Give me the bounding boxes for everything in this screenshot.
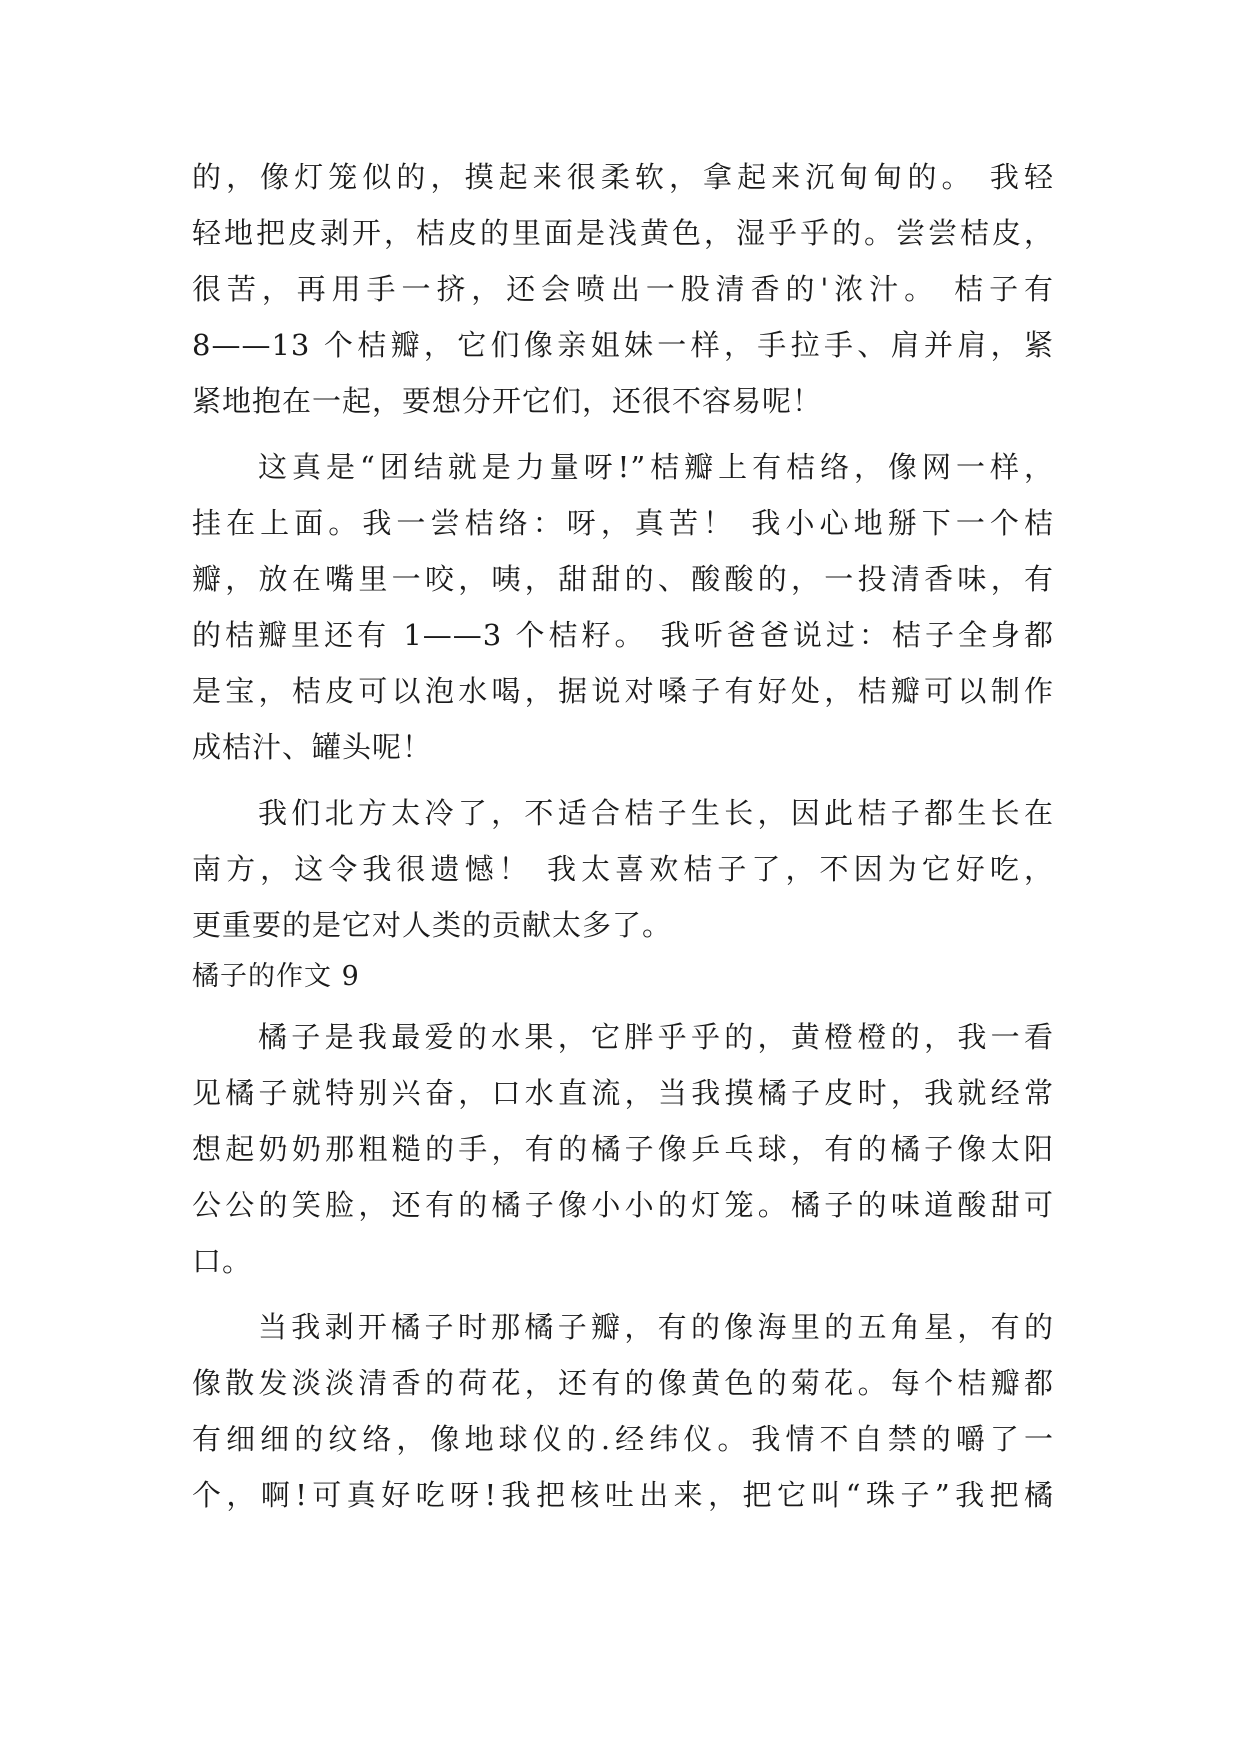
paragraph-line: 很苦，再用手一挤，还会喷出一股清香的'浓汁。 桔子有 [192,272,1054,306]
paragraph-line: 成桔汁、罐头呢！ [192,730,433,764]
paragraph-line: 我们北方太冷了，不适合桔子生长，因此桔子都生长在 [258,796,1054,830]
paragraph-line: 更重要的是它对人类的贡献太多了。 [192,908,673,942]
paragraph-line: 瓣，放在嘴里一咬，咦，甜甜的、酸酸的，一投清香味，有 [192,562,1054,596]
paragraph-line: 8——13 个桔瓣，它们像亲姐妹一样，手拉手、肩并肩，紧 [192,328,1054,362]
paragraph-line: 口。 [192,1244,253,1278]
paragraph-line: 南方，这令我很遗憾！ 我太喜欢桔子了，不因为它好吃， [192,852,1054,886]
paragraph-line: 挂在上面。我一尝桔络：呀，真苦！ 我小心地掰下一个桔 [192,506,1054,540]
paragraph-line: 有细细的纹络，像地球仪的.经纬仪。我情不自禁的嚼了一 [192,1422,1054,1456]
paragraph-line: 的桔瓣里还有 1——3 个桔籽。 我听爸爸说过：桔子全身都 [192,618,1054,652]
paragraph-line: 紧地抱在一起，要想分开它们，还很不容易呢！ [192,384,823,418]
paragraph-line: 的，像灯笼似的，摸起来很柔软，拿起来沉甸甸的。 我轻 [192,160,1054,194]
paragraph-line: 像散发淡淡清香的荷花，还有的像黄色的菊花。每个桔瓣都 [192,1366,1054,1400]
paragraph-line: 见橘子就特别兴奋，口水直流，当我摸橘子皮时，我就经常 [192,1076,1054,1110]
section-heading: 橘子的作文 9 [192,961,360,992]
paragraph-line: 轻地把皮剥开，桔皮的里面是浅黄色，湿乎乎的。尝尝桔皮， [192,216,1054,250]
paragraph-line: 是宝，桔皮可以泡水喝，据说对嗓子有好处，桔瓣可以制作 [192,674,1054,708]
paragraph-line: 当我剥开橘子时那橘子瓣，有的像海里的五角星，有的 [258,1310,1054,1344]
paragraph-line: 公公的笑脸，还有的橘子像小小的灯笼。橘子的味道酸甜可 [192,1188,1054,1222]
paragraph-line: 想起奶奶那粗糙的手，有的橘子像乒乓球，有的橘子像太阳 [192,1132,1054,1166]
paragraph-line: 橘子是我最爱的水果，它胖乎乎的，黄橙橙的，我一看 [258,1020,1054,1054]
paragraph-line: 个，啊!可真好吃呀!我把核吐出来，把它叫“珠子”我把橘 [192,1478,1054,1512]
paragraph-line: 这真是“团结就是力量呀!”桔瓣上有桔络，像网一样， [258,450,1054,484]
